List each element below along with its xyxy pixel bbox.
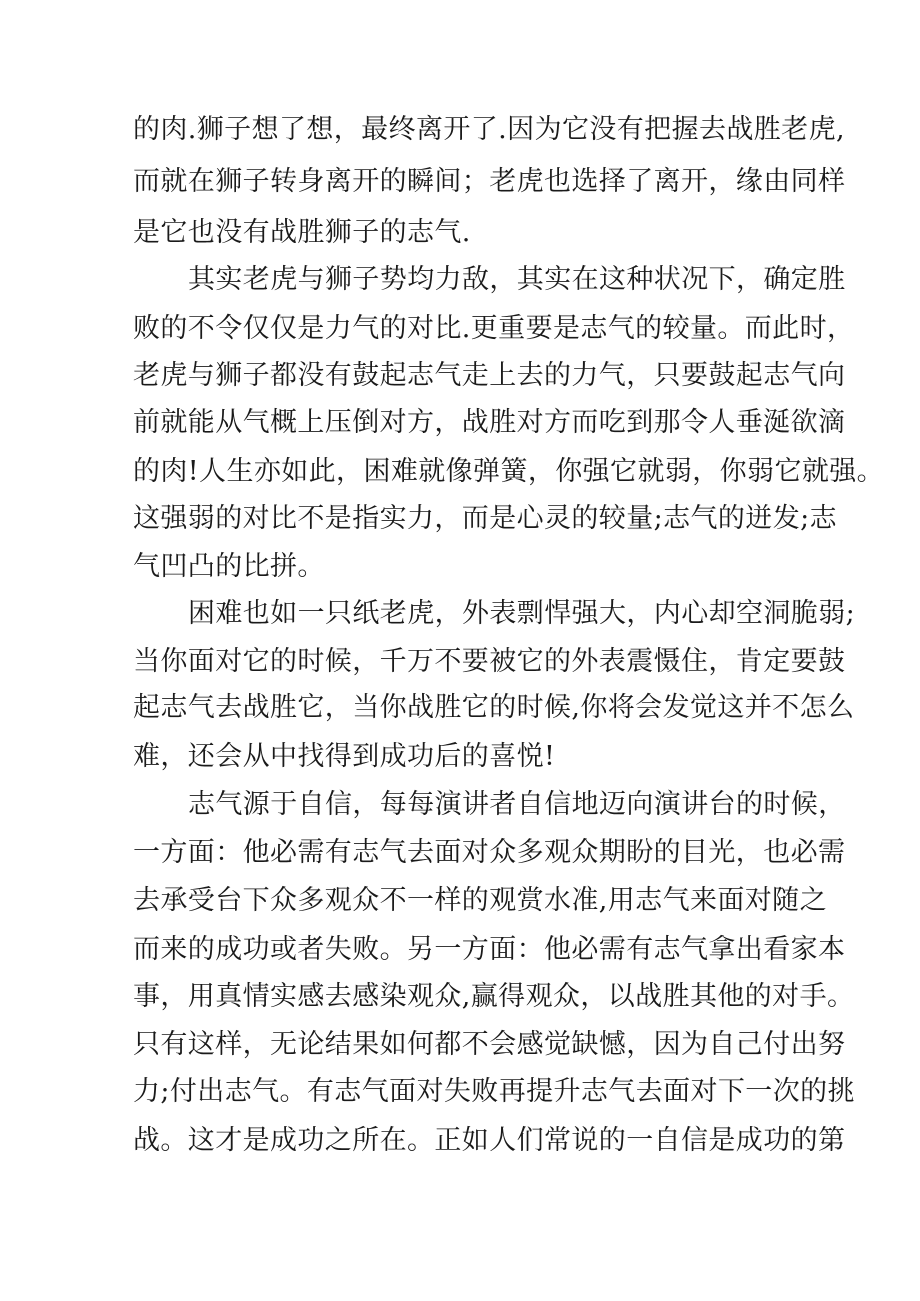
text-line: 只有这样，无论结果如何都不会感觉缺憾，因为自己付出努 bbox=[133, 1029, 846, 1060]
text-line: 其实老虎与狮子势均力敌，其实在这种状况下，确定胜 bbox=[188, 264, 846, 295]
text-line: 老虎与狮子都没有鼓起志气走上去的力气，只要鼓起志气向 bbox=[133, 360, 846, 391]
text-line: 前就能从气概上压倒对方，战胜对方而吃到那令人垂涎欲滴 bbox=[133, 407, 846, 438]
text-line: 志气源于自信，每每演讲者自信地迈向演讲台的时候， bbox=[188, 789, 846, 820]
text-line: 这强弱的对比不是指实力，而是心灵的较量;志气的迸发;志 bbox=[133, 503, 837, 534]
text-line: 去承受台下众多观众不一样的观赏水准,用志气来面对随之 bbox=[133, 885, 827, 916]
text-line: 气凹凸的比拼。 bbox=[133, 551, 325, 582]
text-line: 起志气去战胜它，当你战胜它的时候,你将会发觉这并不怎么 bbox=[133, 692, 855, 723]
text-line: 的肉!人生亦如此，困难就像弹簧，你强它就弱，你弱它就强。 bbox=[133, 456, 885, 487]
text-line: 当你面对它的时候，千万不要被它的外表震慑住，肯定要鼓 bbox=[133, 646, 846, 677]
text-line: 战。这才是成功之所在。正如人们常说的一自信是成功的第 bbox=[133, 1125, 846, 1156]
text-line: 力;付出志气。有志气面对失败再提升志气去面对下一次的挑 bbox=[133, 1076, 855, 1107]
text-line: 一方面：他必需有志气去面对众多观众期盼的目光，也必需 bbox=[133, 837, 846, 868]
text-line: 败的不令仅仅是力气的对比.更重要是志气的较量。而此时， bbox=[133, 313, 855, 344]
text-line: 是它也没有战胜狮子的志气. bbox=[133, 217, 471, 248]
text-line: 难，还会从中找得到成功后的喜悦! bbox=[133, 741, 556, 772]
text-line: 事，用真情实感去感染观众,赢得观众，以战胜其他的对手。 bbox=[133, 981, 855, 1012]
text-line: 困难也如一只纸老虎，外表剽悍强大，内心却空洞脆弱; bbox=[188, 598, 856, 629]
text-line: 而就在狮子转身离开的瞬间；老虎也选择了离开，缘由同样 bbox=[133, 166, 846, 197]
text-line: 的肉.狮子想了想，最终离开了.因为它没有把握去战胜老虎, bbox=[133, 114, 845, 145]
text-line: 而来的成功或者失败。另一方面：他必需有志气拿出看家本 bbox=[133, 934, 846, 965]
